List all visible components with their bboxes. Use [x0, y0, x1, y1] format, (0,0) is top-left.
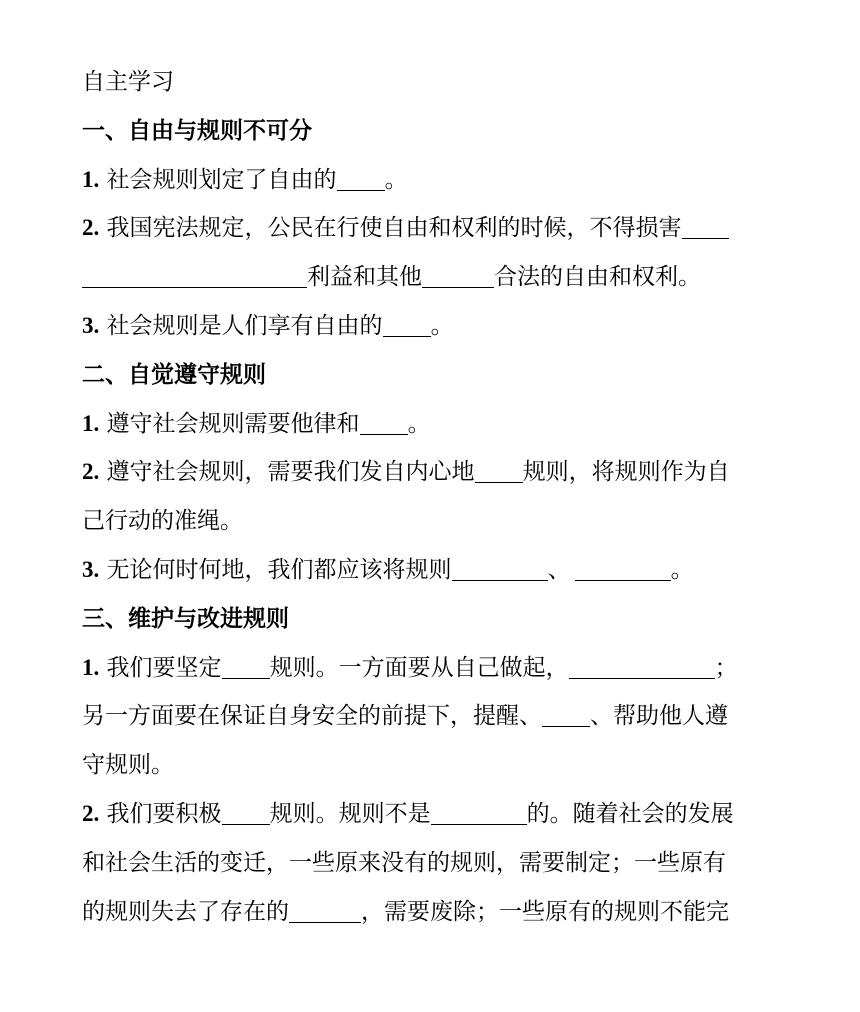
question-3-2	[82, 790, 782, 839]
section-title-3	[82, 595, 782, 644]
heading-text: 自主学习	[82, 69, 174, 95]
worksheet	[82, 58, 782, 936]
question-number: 1.	[82, 410, 100, 436]
answer-blank[interactable]	[222, 656, 270, 679]
answer-blank[interactable]	[222, 802, 270, 825]
question-1-2	[82, 204, 782, 253]
answer-blank[interactable]	[431, 802, 527, 825]
question-2-3	[82, 546, 782, 595]
question-text: 社会规则是人们享有自由的	[99, 312, 383, 339]
question-text: 的规则失去了存在的	[82, 898, 289, 925]
answer-blank[interactable]	[682, 216, 729, 239]
question-3-2-cont	[82, 839, 782, 888]
question-3-2-cont2	[82, 888, 782, 937]
answer-blank[interactable]	[82, 265, 307, 288]
question-number: 3.	[82, 556, 100, 582]
question-text: 规则，将规则作为自	[522, 459, 730, 486]
question-text: 合法的自由和权利。	[494, 264, 701, 291]
question-2-1	[82, 400, 782, 449]
question-3-1-cont2	[82, 741, 782, 790]
question-number: 2.	[82, 459, 100, 485]
section-title-text: 一、自由与规则不可分	[82, 116, 312, 144]
section-title-text: 三、维护与改进规则	[82, 604, 289, 632]
question-text: ，需要废除；一些原有的规则不能完	[361, 898, 729, 925]
question-text: 利益和其他	[307, 264, 422, 291]
question-text: 遵守社会规则需要他律和	[99, 410, 360, 437]
question-text: 遵守社会规则，需要我们发自内心地	[99, 459, 475, 486]
question-2-2-cont	[82, 497, 782, 546]
question-number: 2.	[82, 215, 100, 241]
question-number: 1.	[82, 654, 100, 680]
question-text: 无论何时何地，我们都应该将规则	[99, 556, 452, 583]
question-3-1-cont	[82, 692, 782, 741]
answer-blank[interactable]	[383, 314, 431, 337]
answer-blank[interactable]	[289, 900, 361, 923]
answer-blank[interactable]	[475, 460, 523, 483]
section-title-2	[82, 351, 782, 400]
question-text: 规则。规则不是	[269, 800, 431, 827]
question-text: 守规则。	[82, 752, 174, 779]
answer-blank[interactable]	[569, 656, 715, 679]
answer-blank[interactable]	[337, 168, 385, 191]
question-text: 、	[547, 556, 571, 583]
question-3-1	[82, 644, 782, 693]
answer-blank[interactable]	[575, 558, 671, 581]
question-text: 、帮助他人遵	[590, 703, 728, 730]
question-text: 。	[384, 166, 408, 193]
question-text: 的。随着社会的发展	[526, 800, 734, 827]
question-text: 。	[430, 312, 454, 339]
question-2-2	[82, 448, 782, 497]
answer-blank[interactable]	[452, 558, 548, 581]
question-number: 2.	[82, 800, 100, 826]
question-text: 另一方面要在保证自身安全的前提下，提醒、	[82, 703, 542, 730]
section-title-text: 二、自觉遵守规则	[82, 360, 266, 388]
question-text: 我们要积极	[99, 800, 222, 827]
question-text: ；	[714, 654, 738, 681]
question-text: 规则。一方面要从自己做起，	[269, 654, 569, 681]
question-number: 1.	[82, 166, 100, 192]
question-text: 己行动的准绳。	[82, 508, 243, 535]
answer-blank[interactable]	[422, 265, 494, 288]
answer-blank[interactable]	[542, 704, 590, 727]
section-heading	[82, 58, 782, 107]
question-number: 3.	[82, 312, 100, 338]
question-1-3	[82, 302, 782, 351]
question-text: 。	[670, 556, 694, 583]
question-text: 我们要坚定	[99, 654, 222, 681]
question-1-1	[82, 156, 782, 205]
answer-blank[interactable]	[360, 412, 408, 435]
section-title-1	[82, 107, 782, 156]
question-text: 和社会生活的变迁，一些原来没有的规则，需要制定；一些原有	[82, 849, 726, 876]
question-1-2-cont	[82, 253, 782, 302]
question-text: 社会规则划定了自由的	[99, 166, 337, 193]
question-text: 我国宪法规定，公民在行使自由和权利的时候，不得损害	[99, 215, 682, 242]
question-text: 。	[407, 410, 431, 437]
